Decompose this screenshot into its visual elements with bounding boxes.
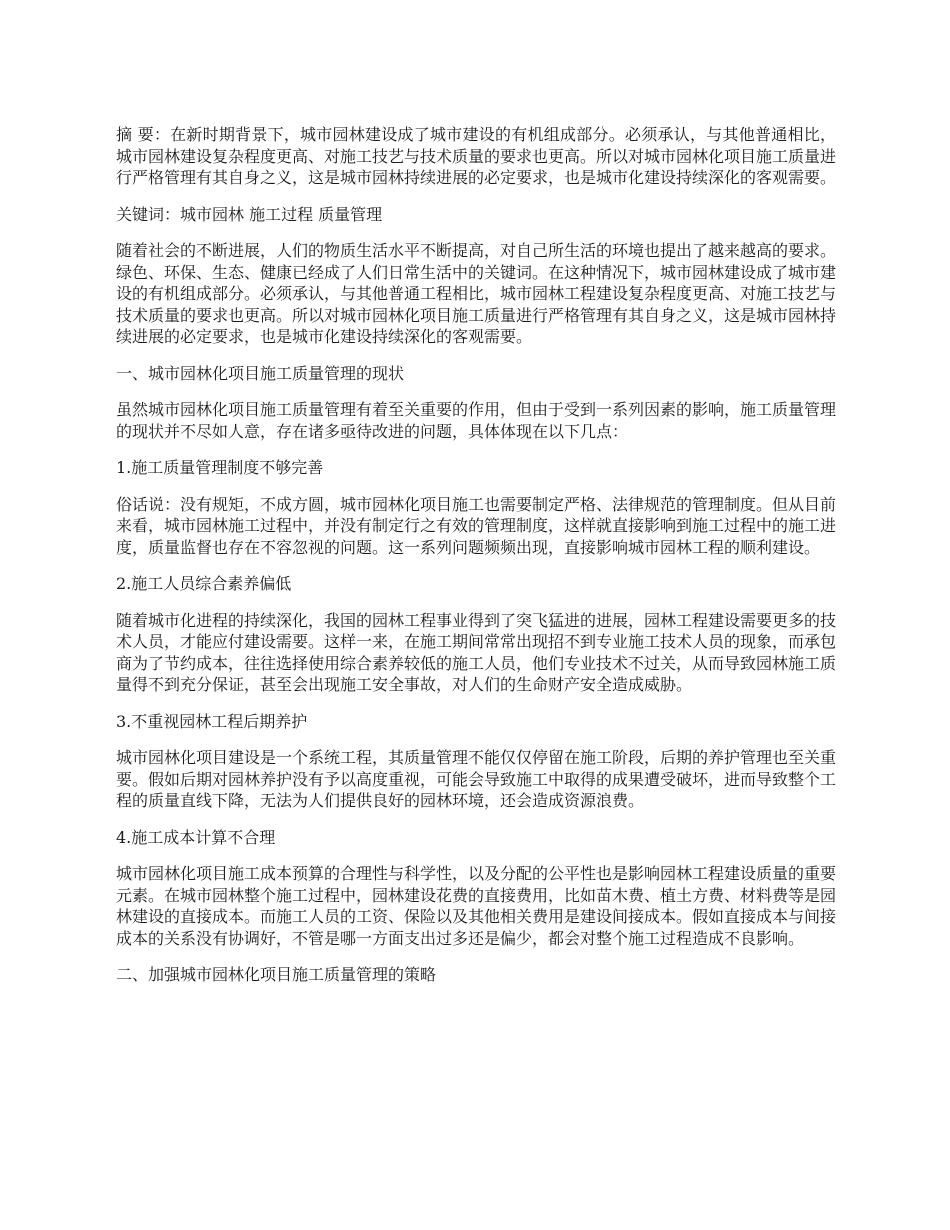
abstract-paragraph: 摘 要：在新时期背景下，城市园林建设成了城市建设的有机组成部分。必须承认，与其他普通相比，城市园林建设复杂程度更高、对施工技艺与技术质量的要求也更高。所以对城市园林化项目施工质量进行严格管理有其自身之义，这是城市园林持续进展的必定要求，也是城市化建设持续深化的客观需要。 [116,125,837,187]
subsection-2-paragraph: 随着城市化进程的持续深化，我国的园林工程事业得到了突飞猛进的进展，园林工程建设需要更多的技术人员，才能应付建设需要。这样一来，在施工期间常常出现招不到专业施工技术人员的现象，而承包商为了节约成本，往往选择使用综合素养较低的施工人员，他们专业技术不过关，从而导致园林施工质量得不到充分保证，甚至会出现施工安全事故，对人们的生命财产安全造成威胁。 [116,610,837,694]
subsection-4-paragraph: 城市园林化项目施工成本预算的合理性与科学性，以及分配的公平性也是影响园林工程建设质量的重要元素。在城市园林整个施工过程中，园林建设花费的直接费用，比如苗木费、植土方费、材料费等是园林建设的直接成本。而施工人员的工资、保险以及其他相关费用是建设间接成本。假如直接成本与间接成本的关系没有协调好，不管是哪一方面支出过多还是偏少，都会对整个施工过程造成不良影响。 [116,864,837,948]
subsection-1-heading: 1.施工质量管理制度不够完善 [116,458,324,477]
subsection-1-paragraph: 俗话说：没有规矩，不成方圆，城市园林化项目施工也需要制定严格、法律规范的管理制度。但从目前来看，城市园林施工过程中，并没有制定行之有效的管理制度，这样就直接影响到施工过程中的施工进度，质量监督也存在不容忽视的问题。这一系列问题频频出现，直接影响城市园林工程的顺利建设。 [116,494,837,557]
subsection-3-paragraph: 城市园林化项目建设是一个系统工程，其质量管理不能仅仅停留在施工阶段，后期的养护管理也至关重要。假如后期对园林养护没有予以高度重视，可能会导致施工中取得的成果遭受破坏，进而导致整个工程的质量直线下降，无法为人们提供良好的园林环境，还会造成资源浪费。 [116,748,837,810]
section-1-heading: 一、城市园林化项目施工质量管理的现状 [116,363,405,383]
section-2-heading: 二、加强城市园林化项目施工质量管理的策略 [116,965,437,984]
subsection-4-heading: 4.施工成本计算不合理 [116,827,276,847]
keywords-line: 关键词：城市园林 施工过程 质量管理 [116,204,383,224]
document-page [116,124,836,986]
section-1-paragraph: 虽然城市园林化项目施工质量管理有着至关重要的作用，但由于受到一系列因素的影响，施工质量管理的现状并不尽如人意，存在诸多亟待改进的问题，具体体现在以下几点： [116,400,837,441]
subsection-3-heading: 3.不重视园林工程后期养护 [116,711,308,731]
intro-paragraph: 随着社会的不断进展，人们的物质生活水平不断提高，对自己所生活的环境也提出了越来越高的要求。绿色、环保、生态、健康已经成了人们日常生活中的关键词。在这种情况下，城市园林建设成了城市建设的有机组成部分。必须承认，与其他普通工程相比，城市园林工程建设复杂程度更高、对施工技艺与技术质量的要求也更高。所以对城市园林化项目施工质量进行严格管理有其自身之义，这是城市园林持续进展的必定要求，也是城市化建设持续深化的客观需要。 [116,241,837,346]
subsection-2-heading: 2.施工人员综合素养偏低 [116,574,292,593]
